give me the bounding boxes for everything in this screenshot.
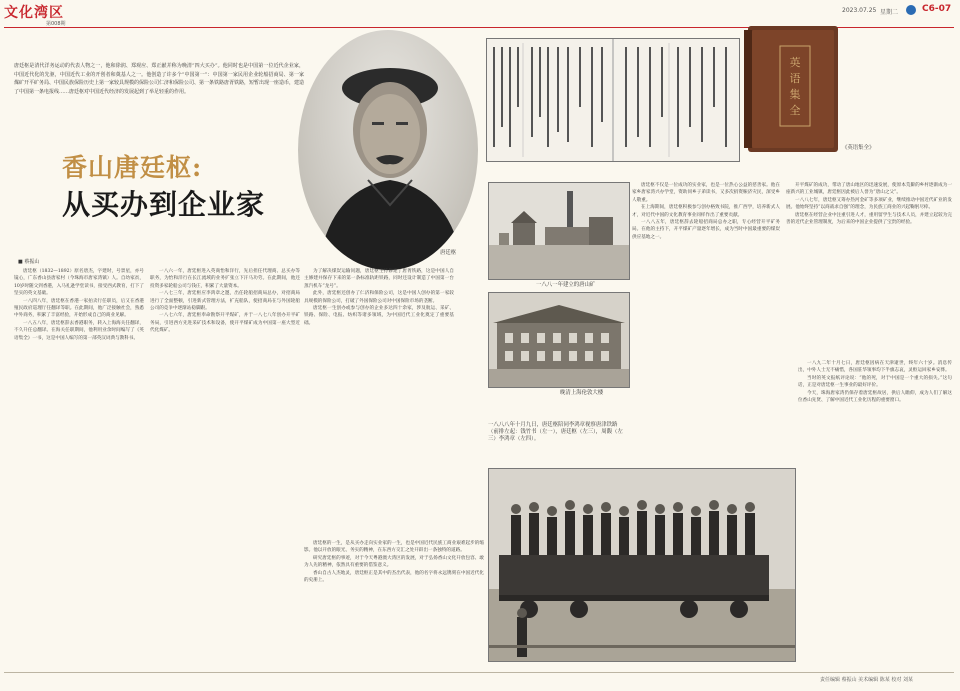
school-building-photo [488, 292, 630, 388]
intro-text: 唐廷枢是清代洋务运动的代表人物之一，他和徐润、郑观应、郑正献并称为晚清“四大买办”。他同时也是中国第一位近代企业家，中国近代化的先驱，中国近代工业的开创者和奠基人之一。他创造了许多个“中国第一”：中国第一家民用企业轮船招商局、第一家煤矿开平矿务局、中国民族保险历史上第一家较具规模的保险公司仁济和保险公司、第一条铁路唐胥铁路，短暂出现一座造币，建造了中国第一条电报线……唐廷枢对中国近代经济的发展起到了举足轻重的作用。 [14, 63, 304, 95]
header-weekday: 星期二 [880, 9, 899, 16]
railway-inspection-photo [488, 468, 796, 662]
body-column-10: 唐廷枢的一生，是从买办走向实业家的一生，也是中国近代民族工商业艰难起步的缩影。他以开放的眼光、务实的精神，在东西方交汇之处开辟出一条独特的道路。 研究唐廷枢的事迹，对于今天粤港澳大湾区的发展，对于弘扬香山文化开放包容、敢为人先的精神，依然具有重要的借鉴意义。 香山自古人杰地灵，唐廷枢正是其中的杰出代表，他的名字将永远镌刻在中国近代化的史册上。 [304, 541, 484, 584]
footer-rule [4, 672, 954, 673]
body-column-5: 唐廷枢不仅是一位成功的实业家，也是一位热心公益的慈善家。他在家乡唐家湾兴办学堂，资助同乡子弟读书，又多次捐资赈济灾民，深受乡人敬重。 在上海期间，唐廷枢积极参与创办格致书院，推广西学，培养新式人才，对近代中国的文化教育事业同样作出了重要贡献。 一八八五年，唐廷枢辞去轮船招商局总办之职，专心经营开平矿务局。在他的主持下，开平煤矿产量逐年增长，成为当时中国最重要的煤炭供应基地之一。 [632, 183, 780, 240]
headline-line-2: 从买办到企业家 [62, 188, 266, 221]
svg-text:全: 全 [789, 104, 801, 117]
school-caption: 晚清上海伦敦大楼 [560, 390, 604, 396]
byline: ■ 蔡振山 [18, 259, 40, 265]
headline-line-1: 香山唐廷枢: [62, 153, 203, 182]
portrait-caption: 唐廷枢 [440, 250, 457, 256]
header-date: 2023.07.25 [842, 7, 877, 14]
svg-text:语: 语 [789, 72, 801, 85]
footer-credits: 责任编辑 蔡振山 美术编辑 陈某 校对 刘某 [820, 677, 913, 683]
portrait-photo [298, 30, 478, 270]
mine-photo [488, 182, 630, 280]
book-pages-photo [486, 38, 740, 162]
section-title: 文化湾区 [4, 5, 64, 21]
book-cover-photo [744, 22, 844, 156]
body-column-1: 唐廷枢（1832—1892）原名唐杰，字建时，号景星，亦号镜心，广东香山县唐家村（今珠海市唐家湾镇）人。自幼家贫，10岁时随父到香港，入马礼逊学堂读书，接受西式教育，打下了坚实的英文基础。 一八四八年，唐廷枢在香港一家拍卖行任职员，后又在香港殖民政府巡理厅任翻译等职。在此期间，他广泛接触社会，熟悉中外商务，积累了丰富经验，开始形成自己的商业见解。 一八五八年，唐廷枢辞去香港职务，转入上海海关任翻译，不久升任总翻译。在海关任职期间，他利用业余时间编写了《英语集全》一书，这是中国人编写的第一部英汉词典与教科书。 [14, 269, 144, 341]
logo-icon [906, 5, 916, 15]
svg-text:集: 集 [789, 88, 801, 101]
page-code: C6-07 [922, 4, 952, 14]
book-caption: 《英语集全》 [842, 145, 875, 151]
railway-caption: 一八八八年十月九日，唐廷枢陪同李鸿章视察唐津铁路（前排左起：钱竹书（左一），唐廷枢（左三），周馥（左三）李鸿章（左四）。 [488, 422, 623, 442]
body-column-2: 一八六一年，唐廷枢进入英商怡和洋行，先后担任代理商、总买办等职务，为怡和洋行在长江流域的业务扩张立下汗马功劳。在此期间，他还投资多家轮船公司与钱庄，积累了大量资本。 一八七三年，唐廷枢应李鸿章之邀，出任轮船招商局总办，对招商局进行了全面整顿，引进新式管理方法，扩充船队，使招商局在与外国轮船公司的竞争中逐渐站稳脚跟。 一八七六年，唐廷枢奉命勘察开平煤矿，并于一八七八年创办开平矿务局，引进西方先进采矿技术和设备，使开平煤矿成为中国第一座大型近代化煤矿。 [150, 269, 300, 334]
issue-number: 第008期 [46, 21, 66, 27]
body-column-6: 开平煤矿的成功，带动了唐山地区的迅速发展，使原本荒僻的乡村逐渐成为一座新兴的工业城镇，唐廷枢因此被后人誉为“唐山之父”。 一八八七年，唐廷枢又筹办热河金矿等多项矿业，继续推动中国近代矿业的发展。他始终坚持“以商战求自强”的理念，为民族工商业的兴起鞠躬尽瘁。 唐廷枢在经营企业中注重引进人才，重用留学生与技术人员，并建立起较为完善的近代企业管理制度，为后来的中国企业提供了宝贵的经验。 [786, 183, 952, 226]
svg-text:英: 英 [789, 56, 801, 69]
body-column-7 [632, 470, 786, 478]
body-column-8: 一八九二年十月七日，唐廷枢因病在天津逝世，终年六十岁。消息传出，中外人士无不痛惜，各国驻华领事均下半旗志哀，灵柩运回家乡安葬。 当时的英文报纸评论说：“他的死，对于中国是一个重大的损失。”这句话，正是对唐廷枢一生事业的最好评价。 今天，珠海唐家湾仍保存着唐廷枢故居，供后人瞻仰，成为人们了解这位香山先贤、了解中国近代工业化历程的重要窗口。 [798, 361, 952, 404]
body-column-3: 为了解决煤炭运输问题，唐廷枢主持修建了唐胥铁路，这是中国人自主修建并保存下来的第一条标准轨距铁路，同时还设计制造了中国第一台蒸汽机车“龙号”。 此外，唐廷枢还创办了仁济和保险公司，这是中国人创办的第一家较具规模的保险公司，打破了外国保险公司对中国保险市场的垄断。 唐廷枢一生创办或参与创办的企业多达四十余家，涉及航运、采矿、铁路、保险、电报、纺织等诸多领域，为中国近代工业化奠定了重要基础。 [304, 269, 454, 326]
mine-caption: 一八八一年建立的唐山矿 [536, 282, 596, 288]
